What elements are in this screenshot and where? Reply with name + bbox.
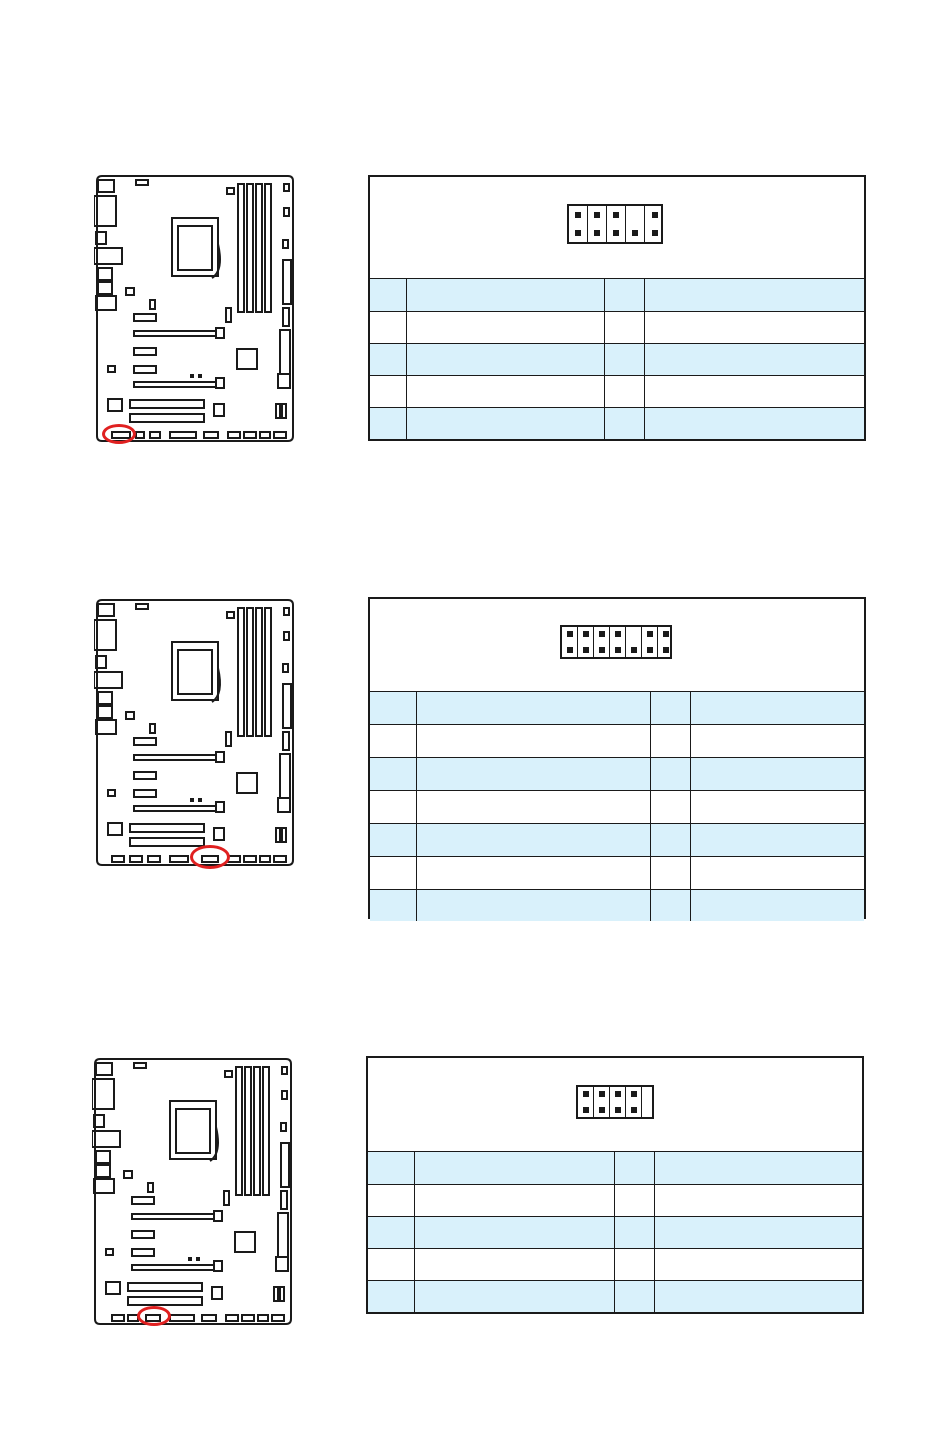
table-header bbox=[368, 1058, 862, 1152]
highlight-ring bbox=[137, 1306, 171, 1326]
pin-header-2x5-icon bbox=[576, 1085, 654, 1119]
table-row bbox=[368, 1248, 862, 1280]
pin-rows bbox=[368, 1152, 862, 1312]
table-row bbox=[368, 1216, 862, 1248]
table-row bbox=[368, 1280, 862, 1312]
table-row bbox=[368, 1152, 862, 1184]
motherboard-diagram-icon bbox=[92, 1057, 294, 1329]
table-row bbox=[368, 1184, 862, 1216]
pin-table bbox=[366, 1056, 864, 1314]
